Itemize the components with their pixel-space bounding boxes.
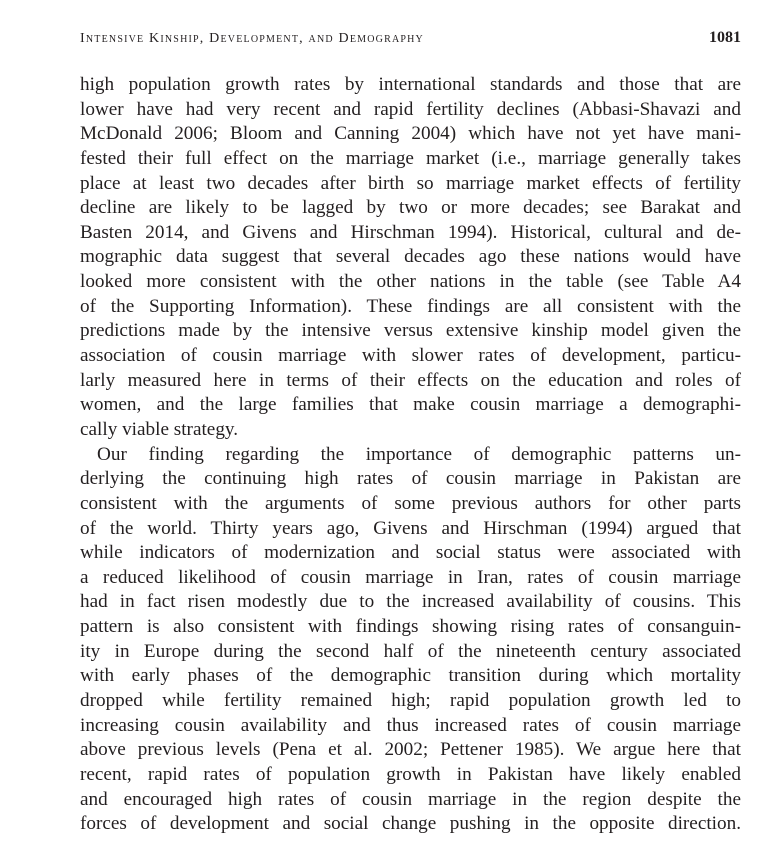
text-line: cally viable strategy.	[80, 418, 239, 440]
text-line: looked more consistent with the other nations in the table (see Table A4	[80, 271, 741, 293]
text-line: and encouraged high rates of cousin marriage in the region despite the	[80, 788, 741, 810]
text-line: ity in Europe during the second half of the nineteenth century associated	[80, 640, 741, 662]
text-line: association of cousin marriage with slower rates of development, particu-	[80, 345, 741, 367]
text-line: of the world. Thirty years ago, Givens and Hirschman (1994) argued that	[80, 517, 741, 539]
text-line: forces of development and social change pushing in the opposite direction.	[80, 813, 741, 835]
body-text	[80, 73, 741, 837]
text-line: decline are likely to be lagged by two or more decades; see Barakat and	[80, 197, 741, 219]
text-line: women, and the large families that make cousin marriage a demographi-	[80, 394, 741, 416]
text-line: larly measured here in terms of their effects on the education and roles of	[80, 369, 741, 391]
text-line: had in fact risen modestly due to the increased availability of cousins. This	[80, 591, 741, 613]
text-line: Basten 2014, and Givens and Hirschman 1994). Historical, cultural and de-	[80, 221, 741, 243]
text-line: Our finding regarding the importance of demographic patterns un-	[97, 443, 741, 465]
text-line: fested their full effect on the marriage market (i.e., marriage generally takes	[80, 147, 741, 169]
text-line: dropped while fertility remained high; rapid population growth led to	[80, 690, 741, 712]
text-line: McDonald 2006; Bloom and Canning 2004) which have not yet have mani-	[80, 123, 741, 145]
text-line: consistent with the arguments of some previous authors for other parts	[80, 492, 741, 514]
text-line: high population growth rates by international standards and those that are	[80, 74, 741, 95]
text-line: place at least two decades after birth so marriage market effects of fertility	[80, 172, 741, 194]
paragraph	[80, 443, 741, 837]
page-number: 1081	[709, 29, 741, 46]
text-line: mographic data suggest that several decades ago these nations would have	[80, 246, 741, 268]
text-line: a reduced likelihood of cousin marriage in Iran, rates of cousin marriage	[80, 566, 741, 588]
running-header	[80, 29, 741, 49]
text-line: derlying the continuing high rates of cousin marriage in Pakistan are	[80, 468, 741, 490]
text-line: while indicators of modernization and social status were associated with	[80, 542, 741, 564]
text-line: with early phases of the demographic transition during which mortality	[80, 665, 741, 687]
text-line: of the Supporting Information). These findings are all consistent with the	[80, 295, 741, 317]
paragraph	[80, 73, 741, 443]
text-line: pattern is also consistent with findings showing rising rates of consanguin-	[80, 616, 741, 638]
text-line: recent, rapid rates of population growth in Pakistan have likely enabled	[80, 763, 741, 785]
text-line: increasing cousin availability and thus increased rates of cousin marriage	[80, 714, 741, 736]
text-line: lower have had very recent and rapid fertility declines (Abbasi-Shavazi and	[80, 98, 741, 120]
text-line: predictions made by the intensive versus extensive kinship model given the	[80, 320, 741, 342]
text-line: above previous levels (Pena et al. 2002; Pettener 1985). We argue here that	[80, 739, 741, 761]
running-title: Intensive Kinship, Development, and Demography	[80, 31, 424, 46]
